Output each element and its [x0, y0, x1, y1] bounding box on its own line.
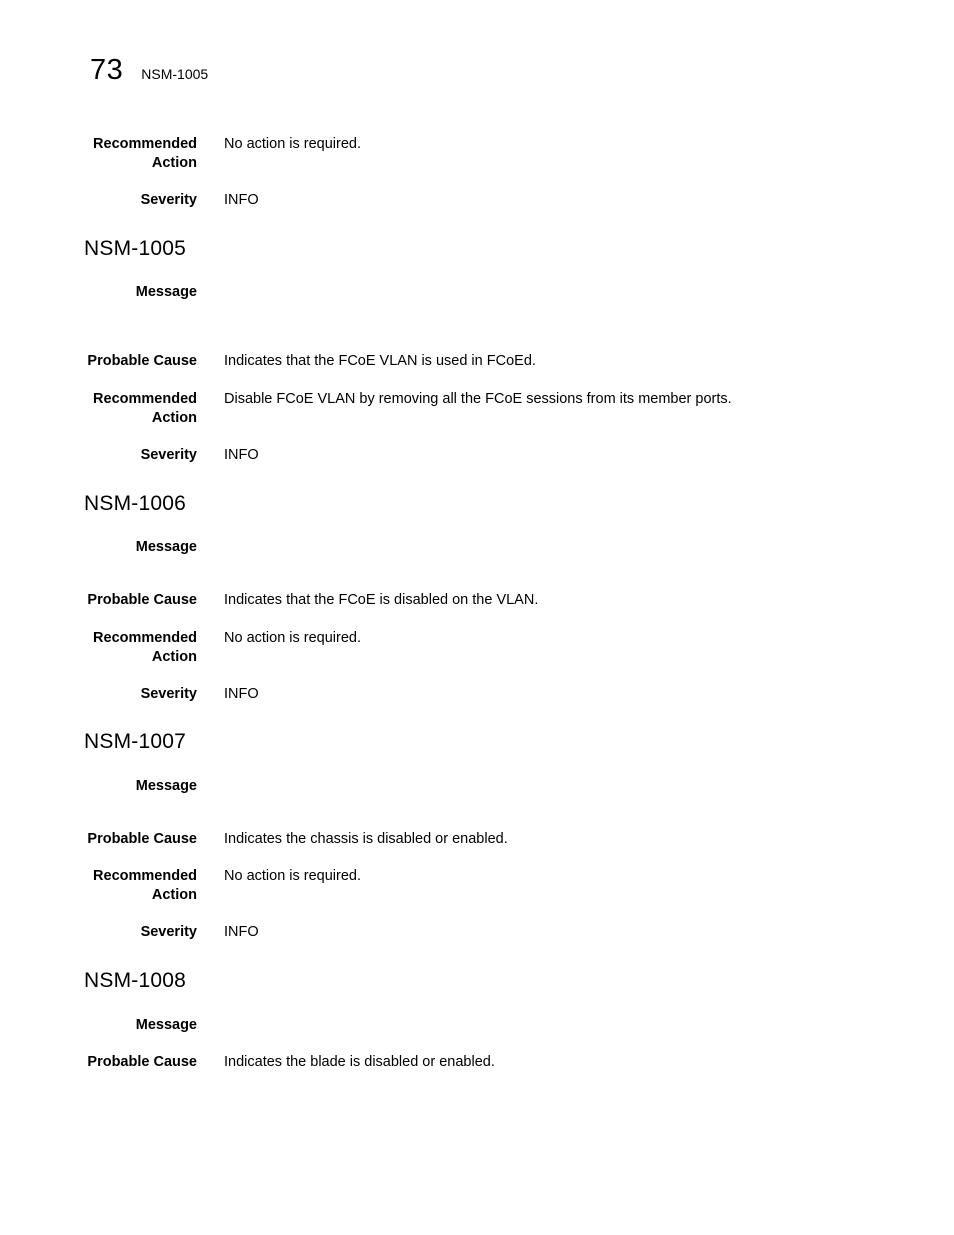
probable-cause-value: Indicates the blade is disabled or enabled. [224, 1054, 495, 1070]
probable-cause-label: Probable Cause [87, 592, 197, 608]
recommended-action-value: No action is required. [224, 136, 362, 152]
message-label: Message [135, 778, 197, 794]
severity-value: INFO [224, 447, 259, 463]
page-number: 73 [90, 54, 124, 86]
probable-cause-value: Indicates the chassis is disabled or enabled. [224, 831, 508, 847]
section-title-nsm-1007: NSM-1007 [84, 730, 186, 753]
severity-label: Severity [140, 192, 197, 208]
recommended-action-label: Recommended Action [93, 868, 197, 903]
probable-cause-value: Indicates that the FCoE VLAN is used in FCoEd. [224, 353, 536, 369]
message-label: Message [135, 284, 197, 300]
recommended-action-value: No action is required. [224, 868, 362, 884]
severity-label: Severity [140, 924, 197, 940]
severity-value: INFO [224, 192, 259, 208]
message-label: Message [135, 539, 197, 555]
recommended-action-label: Recommended Action [93, 391, 197, 426]
running-title: NSM-1005 [141, 66, 209, 82]
severity-value: INFO [224, 924, 259, 940]
recommended-action-value: Disable FCoE VLAN by removing all the FCoE sessions from its member ports. [224, 391, 732, 407]
probable-cause-value: Indicates that the FCoE is disabled on the VLAN. [224, 592, 539, 608]
recommended-action-label: Recommended Action [93, 630, 197, 665]
section-title-nsm-1005: NSM-1005 [84, 237, 186, 260]
probable-cause-label: Probable Cause [87, 831, 197, 847]
section-title-nsm-1006: NSM-1006 [84, 492, 186, 515]
section-title-nsm-1008: NSM-1008 [84, 969, 186, 992]
probable-cause-label: Probable Cause [87, 353, 197, 369]
probable-cause-label: Probable Cause [87, 1054, 197, 1070]
severity-value: INFO [224, 686, 259, 702]
message-label: Message [135, 1017, 197, 1033]
recommended-action-value: No action is required. [224, 630, 362, 646]
page-header [90, 52, 208, 92]
severity-label: Severity [140, 686, 197, 702]
recommended-action-label: Recommended Action [93, 136, 197, 171]
severity-label: Severity [140, 447, 197, 463]
